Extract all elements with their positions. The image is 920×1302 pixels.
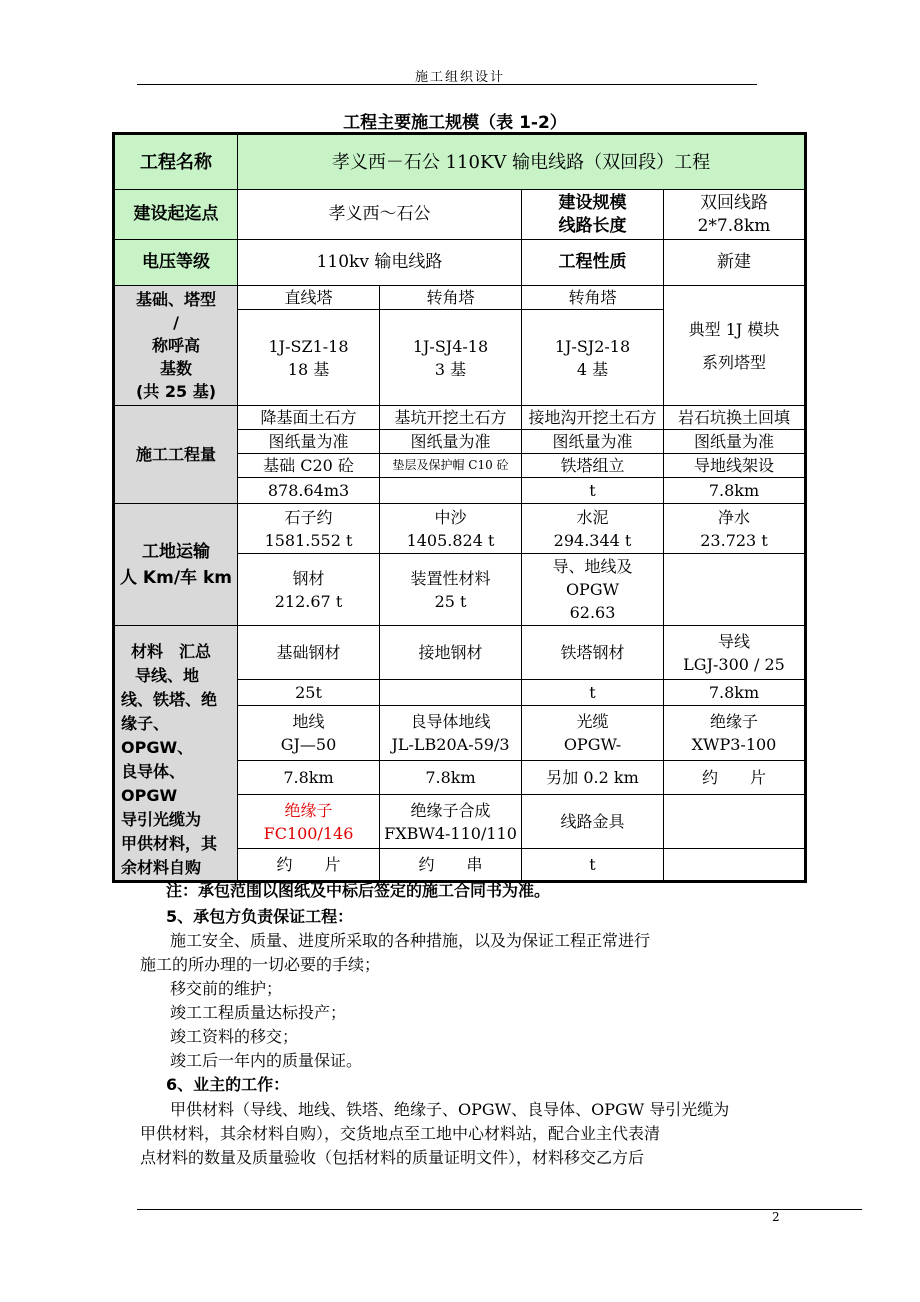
start-end-label: 建设起迄点 [114, 190, 238, 240]
tower-model-cell: 1J-SZ1-18 18 基 [238, 310, 380, 406]
scale-length-value: 双回线路 2*7.8km [664, 190, 806, 240]
transport-cell: 钢材 212.67 t [238, 554, 380, 626]
project-name-value: 孝义西－石公 110KV 输电线路（双回段）工程 [238, 134, 806, 190]
works-cell: 图纸量为准 [238, 430, 380, 454]
material-cell: 绝缘子合成 FXBW4-110/110 [380, 795, 522, 849]
header-rule [137, 84, 757, 85]
material-cell: t [522, 849, 664, 882]
material-cell: 约 片 [238, 849, 380, 882]
transport-empty-cell [664, 554, 806, 626]
project-name-label: 工程名称 [114, 134, 238, 190]
material-cell: 绝缘子 XWP3-100 [664, 706, 806, 760]
start-end-value: 孝义西～石公 [238, 190, 522, 240]
material-cell: 线路金具 [522, 795, 664, 849]
works-cell: 图纸量为准 [522, 430, 664, 454]
works-cell [380, 478, 522, 504]
material-cell: 良导体地线 JL-LB20A-59/3 [380, 706, 522, 760]
page-number: 2 [772, 1210, 780, 1224]
material-cell: 地线 GJ—50 [238, 706, 380, 760]
typical-tower-cell: 典型 1J 模块 系列塔型 [664, 286, 806, 406]
row-tower-types [114, 286, 806, 310]
transport-cell: 石子约 1581.552 t [238, 504, 380, 554]
tower-label: 基础、塔型 / 称呼高 基数 (共 25 基) [114, 286, 238, 406]
works-cell: 铁塔组立 [522, 454, 664, 478]
section-5-title: 5、承包方负责保证工程： [166, 907, 354, 926]
material-cell: 7.8km [238, 760, 380, 795]
row-works-1 [114, 406, 806, 430]
material-cell [664, 849, 806, 882]
tower-model-cell: 1J-SJ2-18 4 基 [522, 310, 664, 406]
row-voltage [114, 240, 806, 286]
project-nature-label: 工程性质 [522, 240, 664, 286]
works-cell: 基础 C20 砼 [238, 454, 380, 478]
material-cell [664, 795, 806, 849]
material-cell: 7.8km [664, 680, 806, 706]
works-cell: 导地线架设 [664, 454, 806, 478]
table-note: 注：承包范围以图纸及中标后签定的施工合同书为准。 [166, 881, 551, 900]
transport-label: 工地运输 人 Km/车 km [114, 504, 238, 626]
row-transport-1 [114, 504, 806, 554]
works-cell: 降基面土石方 [238, 406, 380, 430]
table-title: 工程主要施工规模（表 1-2） [343, 113, 567, 133]
tower-model-cell: 1J-SJ4-18 3 基 [380, 310, 522, 406]
material-cell: 接地钢材 [380, 626, 522, 680]
material-cell: 约 串 [380, 849, 522, 882]
transport-cell: 装置性材料 25 t [380, 554, 522, 626]
section-5-item: 竣工资料的移交； [170, 1027, 299, 1046]
material-cell: 光缆 OPGW- [522, 706, 664, 760]
material-cell: t [522, 680, 664, 706]
material-cell: 铁塔钢材 [522, 626, 664, 680]
transport-cell: 水泥 294.344 t [522, 504, 664, 554]
scale-length-label: 建设规模 线路长度 [522, 190, 664, 240]
row-project-name [114, 134, 806, 190]
works-label: 施工工程量 [114, 406, 238, 504]
section-5-item: 竣工后一年内的质量保证。 [170, 1051, 363, 1070]
works-cell: 垫层及保护帽 C10 砼 [380, 454, 522, 478]
material-cell: 基础钢材 [238, 626, 380, 680]
works-cell: 基坑开挖土石方 [380, 406, 522, 430]
footer-rule [137, 1209, 862, 1210]
works-cell: 878.64m3 [238, 478, 380, 504]
material-cell: 约 片 [664, 760, 806, 795]
section-5-item: 移交前的维护； [170, 979, 283, 998]
material-cell: 7.8km [380, 760, 522, 795]
works-cell: 岩石坑换土回填 [664, 406, 806, 430]
project-nature-value: 新建 [664, 240, 806, 286]
material-cell: 导线 LGJ-300 / 25 [664, 626, 806, 680]
works-cell: 图纸量为准 [380, 430, 522, 454]
materials-label: 材料 汇总 导线、地 线、铁塔、绝 缘子、OPGW、 良导体、OPGW 导引光缆为 甲供材料，其 余材料自购 [114, 626, 238, 882]
tower-type-cell: 直线塔 [238, 286, 380, 310]
material-cell-highlight: 绝缘子 FC100/146 [238, 795, 380, 849]
material-cell: 另加 0.2 km [522, 760, 664, 795]
transport-cell: 导、地线及 OPGW 62.63 [522, 554, 664, 626]
section-6-title: 6、业主的工作： [166, 1075, 290, 1094]
material-cell: 25t [238, 680, 380, 706]
works-cell: 7.8km [664, 478, 806, 504]
project-scale-table [112, 132, 807, 883]
tower-type-cell: 转角塔 [380, 286, 522, 310]
section-5-item: 竣工工程质量达标投产； [170, 1003, 347, 1022]
row-start-end [114, 190, 806, 240]
section-5-body: 施工安全、质量、进度所采取的各种措施，以及为保证工程正常进行 施工的所办理的一切必要的手续； 移交前的维护； 竣工工程质量达标投产； 竣工资料的移交； 竣工后一年内的质量保证。 [140, 929, 780, 1073]
row-materials-1 [114, 626, 806, 680]
page-header: 施工组织设计 [414, 70, 505, 85]
transport-cell: 净水 23.723 t [664, 504, 806, 554]
works-cell: 接地沟开挖土石方 [522, 406, 664, 430]
voltage-label: 电压等级 [114, 240, 238, 286]
material-cell [380, 680, 522, 706]
tower-type-cell: 转角塔 [522, 286, 664, 310]
transport-cell: 中沙 1405.824 t [380, 504, 522, 554]
works-cell: t [522, 478, 664, 504]
voltage-value: 110kv 输电线路 [238, 240, 522, 286]
works-cell: 图纸量为准 [664, 430, 806, 454]
section-6-body: 甲供材料（导线、地线、铁塔、绝缘子、OPGW、良导体、OPGW 导引光缆为 甲供材料，其余材料自购），交货地点至工地中心材料站，配合业主代表清 点材料的数量及质量验收（包括材料的质量证明文件），材料移交乙方后 [140, 1100, 730, 1167]
